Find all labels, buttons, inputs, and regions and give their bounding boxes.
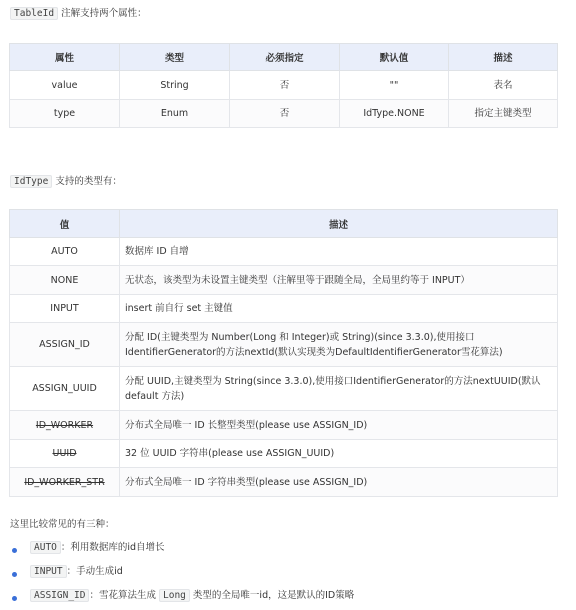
table-row [10, 367, 558, 411]
table-row [10, 295, 558, 323]
header-cell: 描述 [449, 44, 558, 71]
value-cell: ASSIGN_ID [10, 323, 120, 367]
tableid-attributes-table [9, 43, 558, 128]
value-cell: INPUT [10, 295, 120, 323]
value-cell: ID_WORKER [10, 411, 120, 440]
desc-cell: insert 前自行 set 主键值 [120, 295, 558, 323]
header-cell: 描述 [120, 210, 558, 238]
table-cell: 否 [230, 71, 340, 100]
value-cell: NONE [10, 266, 120, 295]
desc-cell: 分布式全局唯一 ID 字符串类型(please use ASSIGN_ID) [120, 468, 558, 497]
table-cell: String [120, 71, 230, 100]
list-item-text: ：雪花算法生成 [89, 590, 160, 601]
idtype-values-table [9, 209, 558, 497]
list-item [10, 562, 354, 586]
code-idtype: IdType [10, 175, 52, 188]
desc-cell: 数据库 ID 自增 [120, 238, 558, 266]
code-auto: AUTO [30, 541, 61, 554]
value-cell: UUID [10, 440, 120, 468]
intro-idtype-text: 支持的类型有： [52, 176, 122, 187]
table-row [10, 468, 558, 497]
table-cell: 否 [230, 100, 340, 128]
list-item-text: ：利用数据库的id自增长 [60, 542, 165, 553]
header-cell: 属性 [10, 44, 120, 71]
desc-cell: 分布式全局唯一 ID 长整型类型(please use ASSIGN_ID) [120, 411, 558, 440]
table-cell: Enum [120, 100, 230, 128]
header-cell: 必须指定 [230, 44, 340, 71]
bullet-icon [12, 596, 17, 601]
code-input: INPUT [30, 565, 67, 578]
bullet-icon [12, 548, 17, 553]
table-row [10, 238, 558, 266]
table-cell: 表名 [449, 71, 558, 100]
summary-text: 这里比较常见的有三种： [10, 519, 115, 530]
intro-idtype [10, 173, 122, 187]
value-cell: ASSIGN_UUID [10, 367, 120, 411]
strategy-list [10, 538, 354, 610]
desc-cell: 32 位 UUID 字符串(please use ASSIGN_UUID) [120, 440, 558, 468]
table-row [10, 440, 558, 468]
table-row [10, 100, 558, 128]
table-header-row [10, 44, 558, 71]
table-row [10, 411, 558, 440]
table-cell: IdType.NONE [340, 100, 449, 128]
list-item [10, 586, 354, 610]
bullet-icon [12, 572, 17, 577]
code-tableid: TableId [10, 7, 58, 20]
table-cell: 指定主键类型 [449, 100, 558, 128]
header-cell: 默认值 [340, 44, 449, 71]
intro-tableid-text: 注解支持两个属性： [58, 8, 147, 19]
table-row [10, 71, 558, 100]
code-assign-id: ASSIGN_ID [30, 589, 89, 602]
value-cell: ID_WORKER_STR [10, 468, 120, 497]
desc-cell: 分配 ID(主键类型为 Number(Long 和 Integer)或 String)(since 3.3.0),使用接口IdentifierGenerator的方法nextId(默认实现类为DefaultIdentifierGenerator雪花算法) [120, 323, 558, 367]
code-long: Long [159, 589, 190, 602]
desc-cell: 分配 UUID,主键类型为 String(since 3.3.0),使用接口IdentifierGenerator的方法nextUUID(默认default 方法) [120, 367, 558, 411]
header-cell: 值 [10, 210, 120, 238]
intro-tableid [10, 5, 147, 19]
list-item [10, 538, 354, 562]
table-cell: value [10, 71, 120, 100]
value-cell: AUTO [10, 238, 120, 266]
table-row [10, 266, 558, 295]
table-header-row [10, 210, 558, 238]
table-row [10, 323, 558, 367]
header-cell: 类型 [120, 44, 230, 71]
table-cell: "" [340, 71, 449, 100]
table-cell: type [10, 100, 120, 128]
list-item-text: 类型的全局唯一id，这是默认的ID策略 [189, 590, 355, 601]
list-item-text: ：手动生成id [66, 566, 123, 577]
desc-cell: 无状态，该类型为未设置主键类型（注解里等于跟随全局，全局里约等于 INPUT） [120, 266, 558, 295]
